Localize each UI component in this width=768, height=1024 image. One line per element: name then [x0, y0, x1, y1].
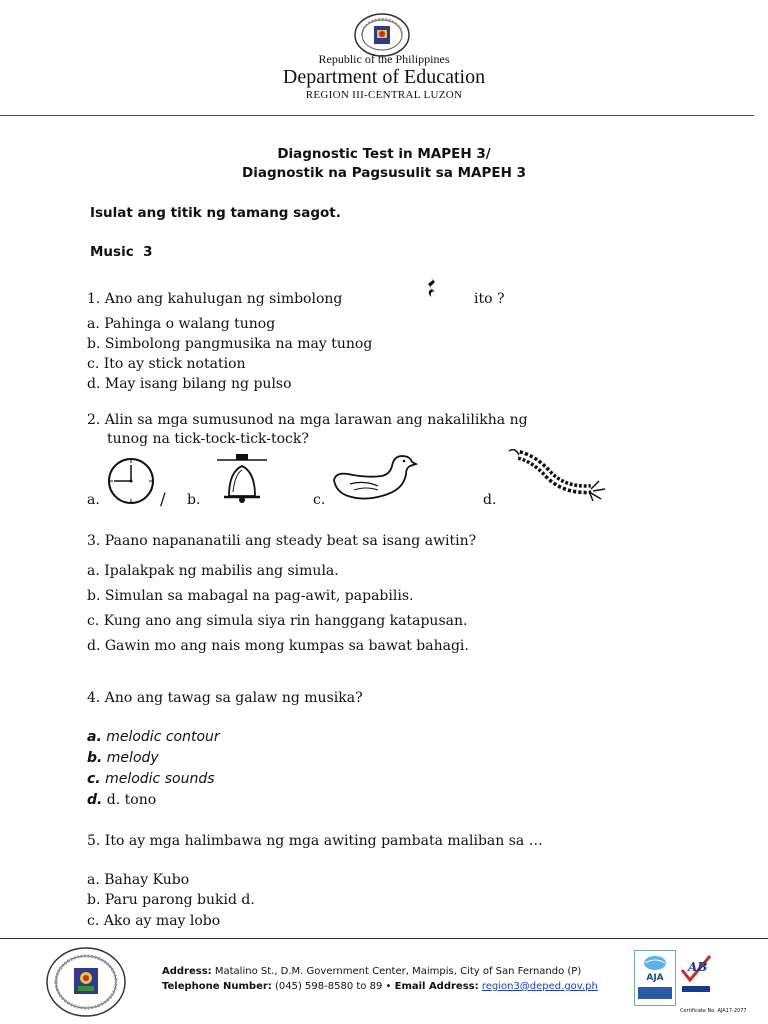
q4-option-a-letter: a. — [87, 729, 102, 745]
q2-separator: / — [160, 490, 166, 510]
footer-address — [162, 966, 581, 977]
footer-phone-value: (045) 598-8580 to 89 — [274, 981, 383, 992]
footer-bullet: • — [385, 981, 392, 992]
q4-option-c-text: melodic sounds — [105, 771, 215, 787]
section-heading: Music 3 — [90, 244, 153, 260]
q5-option-b: b. Paru parong bukid d. — [87, 892, 255, 908]
footer-address-label: Address: — [162, 966, 212, 977]
q2-label-a: a. — [87, 492, 100, 508]
q3-option-a: a. Ipalakpak ng mabilis ang simula. — [87, 563, 339, 579]
q1-text: 1. Ano ang kahulugan ng simbolong — [87, 291, 343, 307]
header-department: Department of Education — [282, 66, 486, 88]
footer-address-value: Matalino St., D.M. Government Center, Maimpis, City of San Fernando (P) — [214, 966, 582, 977]
footer-phone-label: Telephone Number: — [162, 981, 272, 992]
q4-option-a — [87, 729, 220, 745]
header-region: REGION III-CENTRAL LUZON — [305, 89, 463, 101]
q2-label-b: b. — [187, 492, 201, 508]
q4-option-c-letter: c. — [87, 771, 101, 787]
q4-option-d-letter: d. — [87, 792, 103, 808]
clock-icon — [106, 455, 156, 507]
q3-text: 3. Paano napananatili ang steady beat sa isang awitin? — [87, 533, 477, 549]
q4-option-a-text: melodic contour — [106, 729, 220, 745]
q4-option-b — [87, 750, 159, 766]
certificate-number: Certificate No. AJA17-2077 — [680, 1008, 747, 1014]
footer-email-label: Email Address: — [394, 981, 479, 992]
ab-accreditation-badge — [678, 950, 714, 1004]
ab-label: AB — [688, 960, 708, 974]
q4-option-c — [87, 771, 215, 787]
q3-option-d: d. Gawin mo ang nais mong kumpas sa bawat bahagi. — [87, 638, 469, 654]
test-title-line2: Diagnostik na Pagsusulit sa MAPEH 3 — [242, 165, 526, 181]
quarter-rest-icon — [425, 275, 439, 299]
q4-option-b-letter: b. — [87, 750, 103, 766]
q5-text: 5. Ito ay mga halimbawa ng mga awiting pambata maliban sa … — [87, 833, 543, 849]
q4-option-b-text: melody — [106, 750, 159, 766]
q5-option-a: a. Bahay Kubo — [87, 872, 190, 888]
aja-stripe — [638, 987, 672, 999]
q1-option-b: b. Simbolong pangmusika na may tunog — [87, 336, 373, 352]
test-title-line1: Diagnostic Test in MAPEH 3/ — [277, 146, 491, 162]
aja-cert-badge — [634, 950, 676, 1006]
header-republic: Republic of the Philippines — [318, 52, 450, 66]
duck-icon — [330, 452, 418, 504]
q2-label-d: d. — [483, 492, 497, 508]
q5-option-c: c. Ako ay may lobo — [87, 913, 221, 929]
header-divider — [0, 115, 754, 116]
q1-text-after: ito ? — [474, 291, 505, 307]
q2-text-line1: 2. Alin sa mga sumusunod na mga larawan ang nakalilikha ng — [87, 412, 528, 428]
globe-icon — [643, 955, 667, 971]
q2-text-line2: tunog na tick-tock-tick-tock? — [107, 431, 309, 447]
q4-option-d — [87, 792, 156, 808]
q2-label-c: c. — [313, 492, 326, 508]
q4-text: 4. Ano ang tawag sa galaw ng musika? — [87, 690, 363, 706]
q1-option-d: d. May isang bilang ng pulso — [87, 376, 292, 392]
q3-option-c: c. Kung ano ang simula siya rin hanggang katapusan. — [87, 613, 468, 629]
firecracker-icon — [505, 445, 615, 505]
q3-option-b: b. Simulan sa mabagal na pag-awit, papabilis. — [87, 588, 414, 604]
deped-footer-seal-logo — [45, 946, 127, 1018]
footer-contact — [162, 981, 598, 992]
aja-label: AJA — [646, 973, 664, 983]
instruction: Isulat ang titik ng tamang sagot. — [90, 205, 341, 221]
q4-option-d-text: d. tono — [106, 792, 157, 808]
ab-stripe — [682, 986, 710, 992]
footer-divider — [0, 938, 768, 939]
q1-option-a: a. Pahinga o walang tunog — [87, 316, 276, 332]
bell-icon — [213, 452, 271, 504]
footer-email-link[interactable]: region3@deped.gov.ph — [481, 981, 598, 992]
q1-option-c: c. Ito ay stick notation — [87, 356, 246, 372]
